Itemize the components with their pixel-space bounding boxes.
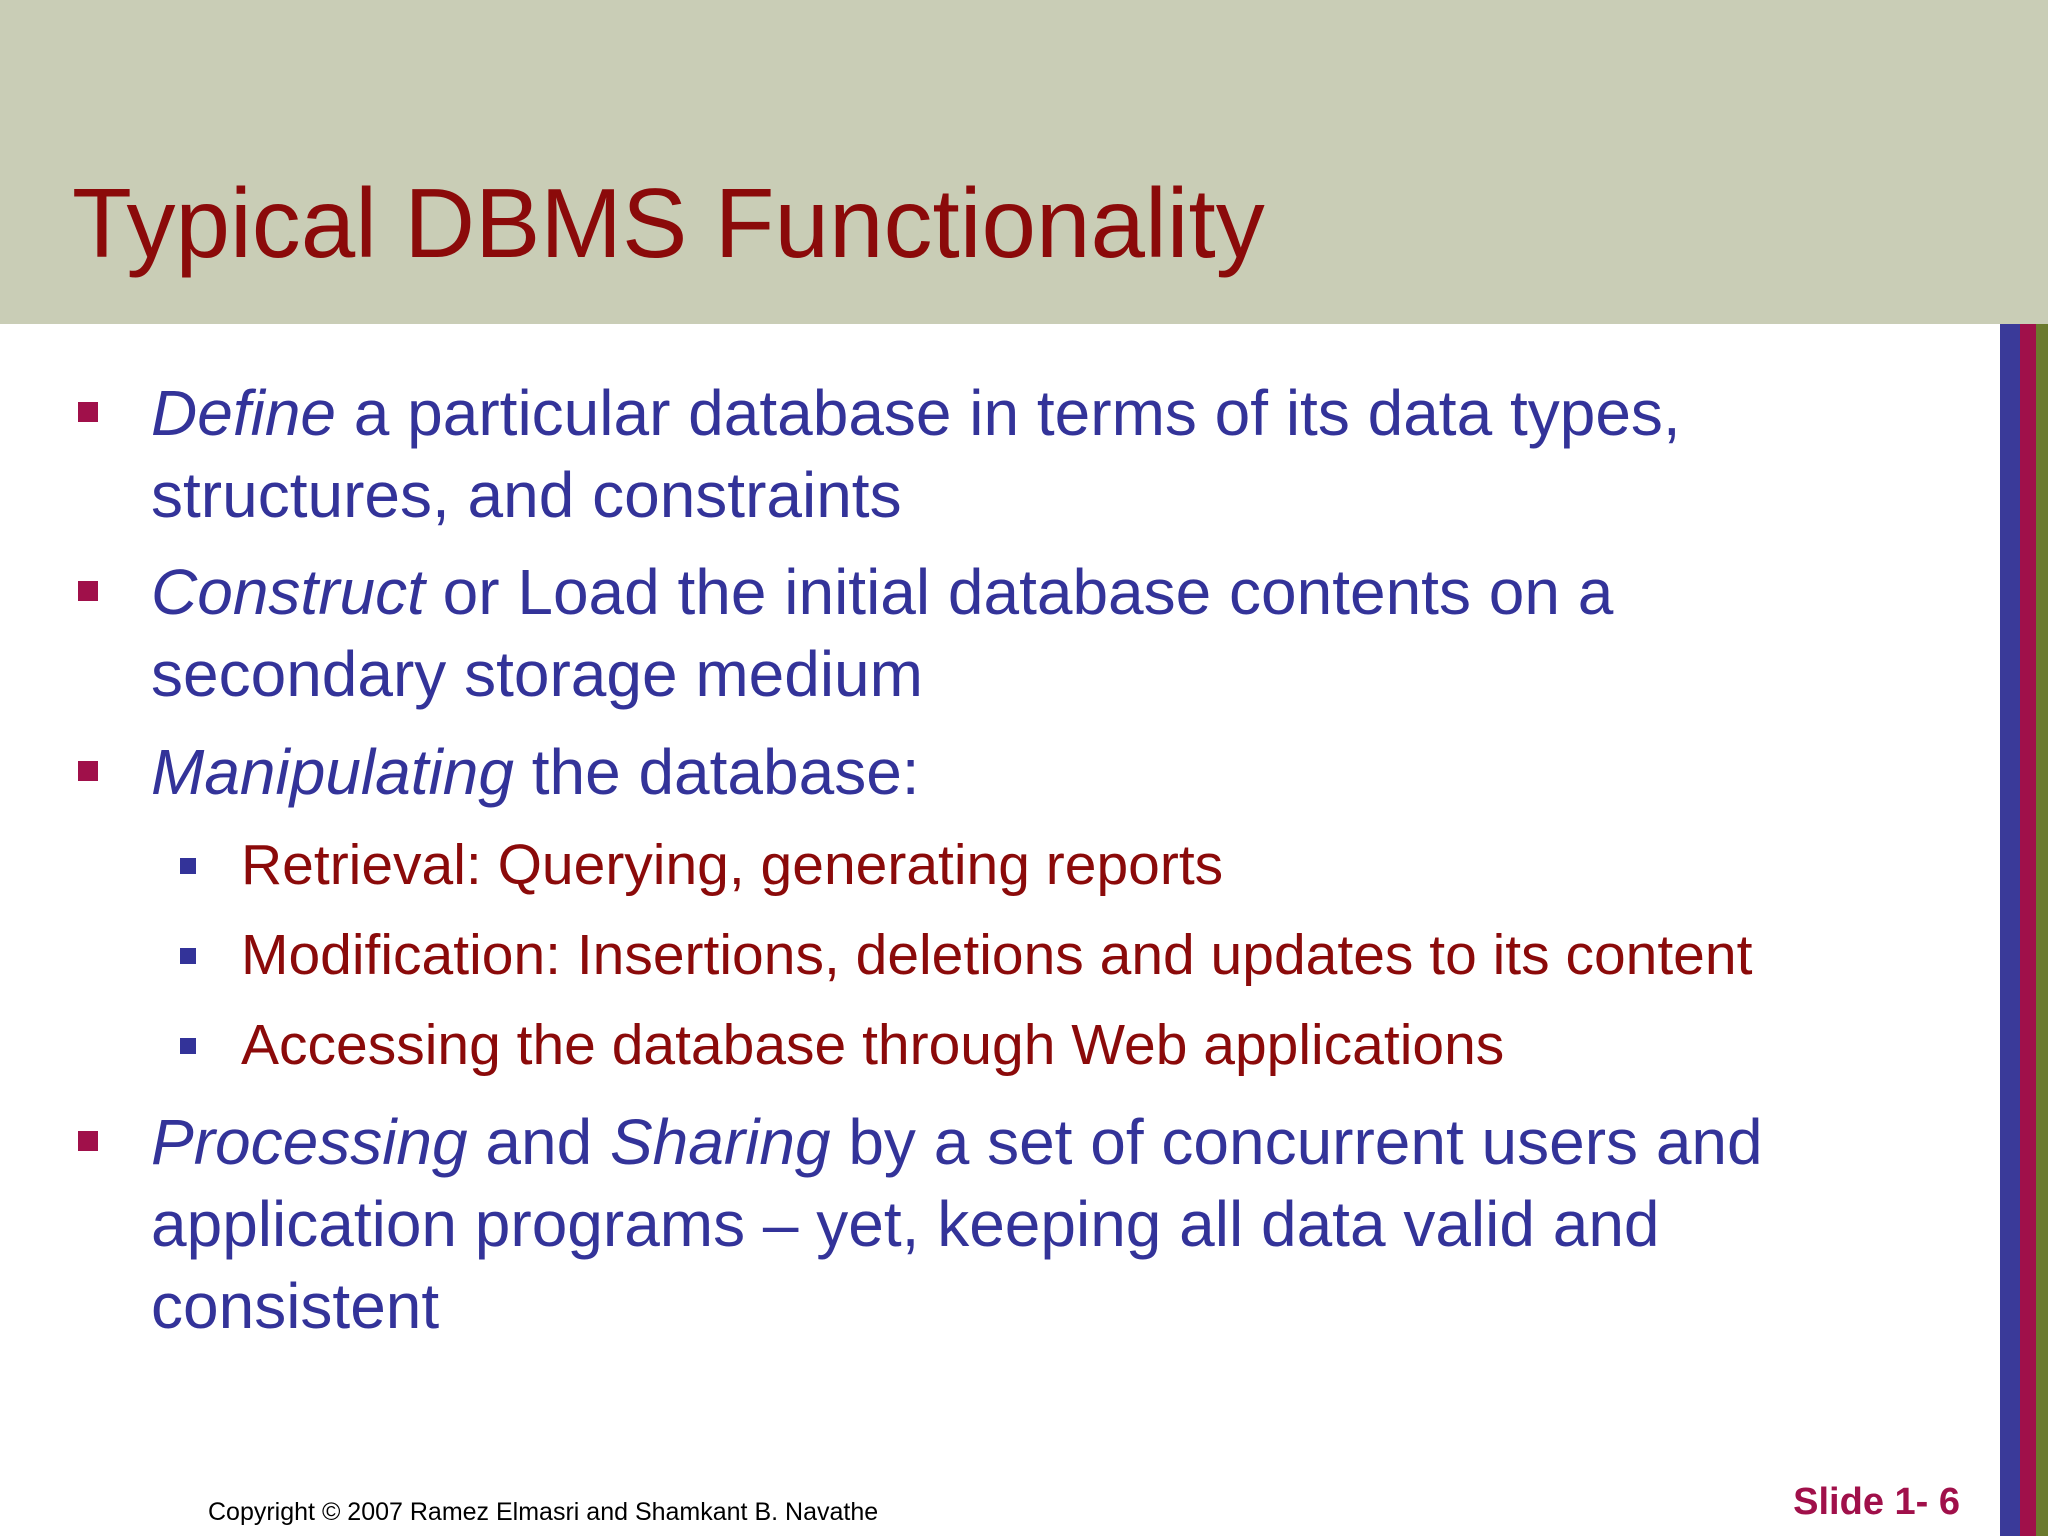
square-bullet-icon <box>78 581 98 601</box>
sub-bullet-text: Retrieval: Querying, generating reports <box>241 833 1224 897</box>
sub-bullet-text: Accessing the database through Web applications <box>241 1013 1505 1077</box>
square-bullet-icon <box>78 1131 98 1151</box>
bullet-line <box>151 1101 1951 1183</box>
square-bullet-icon <box>78 761 98 781</box>
bullet-line: consistent <box>151 1270 440 1342</box>
stripe-blue <box>2000 324 2020 1536</box>
bullet-construct <box>151 551 1951 715</box>
stripe-red <box>2020 324 2036 1536</box>
bullet-text: or Load the initial database contents on a <box>424 556 1614 628</box>
footer-copyright: Copyright © 2007 Ramez Elmasri and Shamkant B. Navathe <box>208 1498 879 1526</box>
bullet-text: by a set of concurrent users and <box>830 1106 1763 1178</box>
emphasis-define: Define <box>151 377 336 449</box>
bullet-text: and <box>467 1106 610 1178</box>
bullet-line: application programs – yet, keeping all data valid and <box>151 1188 1660 1260</box>
bullet-text: the database: <box>513 736 920 808</box>
bullet-line: structures, and constraints <box>151 459 902 531</box>
stripe-olive <box>2036 324 2048 1536</box>
emphasis-sharing: Sharing <box>609 1106 831 1178</box>
bullet-line <box>151 731 1951 813</box>
sub-bullet-retrieval <box>241 830 1981 900</box>
square-bullet-icon <box>180 948 196 964</box>
sub-bullet-modification <box>241 920 1981 990</box>
sub-bullet-web <box>241 1010 1981 1080</box>
emphasis-processing: Processing <box>151 1106 468 1178</box>
emphasis-manipulating: Manipulating <box>151 736 514 808</box>
slide-number: Slide 1- 6 <box>1793 1481 1960 1523</box>
square-bullet-icon <box>180 1038 196 1054</box>
bullet-line: secondary storage medium <box>151 638 923 710</box>
slide-title: Typical DBMS Functionality <box>72 168 1265 278</box>
bullet-define <box>151 372 1951 536</box>
square-bullet-icon <box>78 402 98 422</box>
sub-bullet-text: Modification: Insertions, deletions and updates to its content <box>241 923 1753 987</box>
side-stripes <box>2000 324 2048 1536</box>
bullet-manipulating <box>151 731 1951 813</box>
bullet-line <box>151 551 1951 633</box>
bullet-text: a particular database in terms of its data types, <box>336 377 1681 449</box>
bullet-line <box>151 372 1951 454</box>
square-bullet-icon <box>180 858 196 874</box>
bullet-processing <box>151 1101 1951 1347</box>
emphasis-construct: Construct <box>151 556 425 628</box>
